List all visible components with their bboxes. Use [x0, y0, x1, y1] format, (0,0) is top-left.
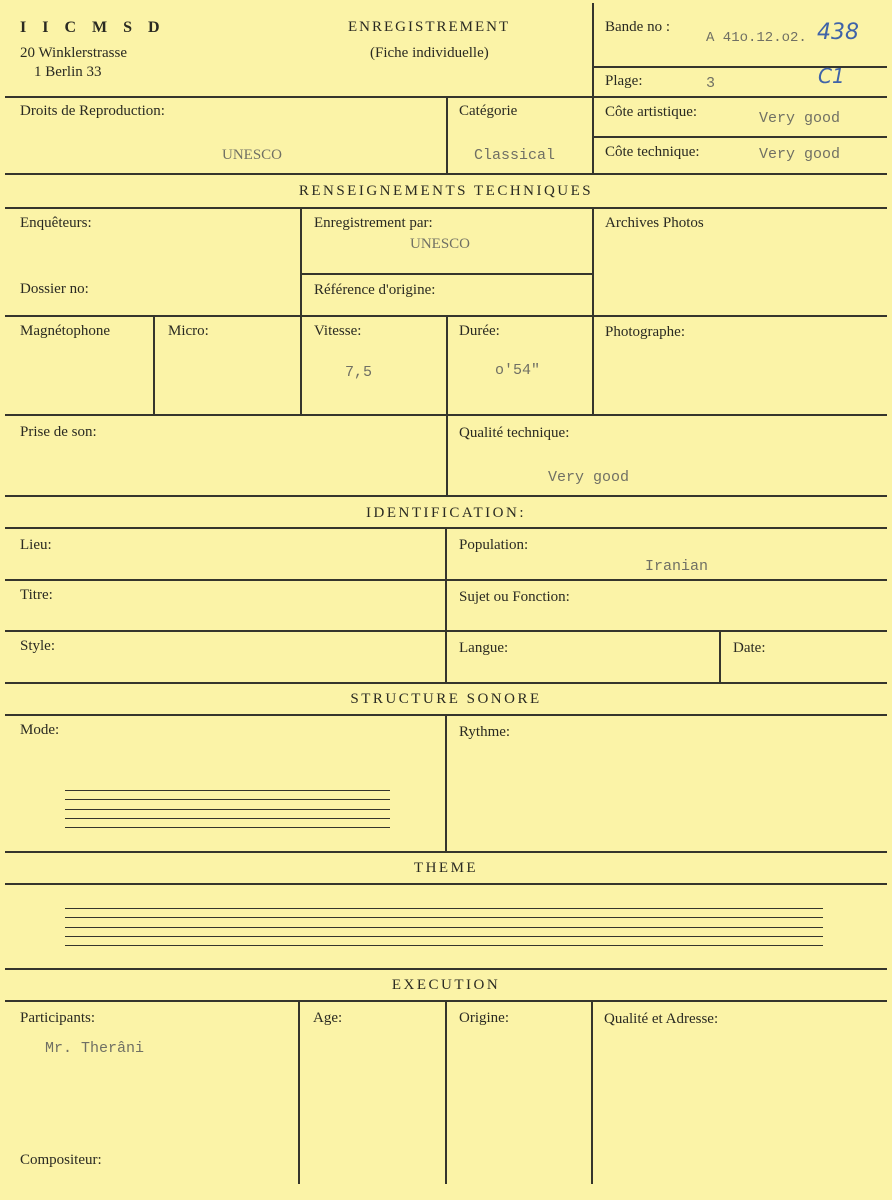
duree-label: Durée:	[459, 323, 500, 339]
rule-theme-bottom	[5, 968, 887, 970]
duree-value: o'54"	[495, 362, 541, 379]
rule-cote-mid	[592, 136, 887, 138]
dossier-label: Dossier no:	[20, 281, 89, 297]
population-label: Population:	[459, 537, 529, 553]
bande-handwritten: 438	[817, 20, 859, 45]
rule-micro-left	[153, 315, 155, 414]
langue-label: Langue:	[459, 640, 509, 656]
magnetophone-label: Magnétophone	[20, 323, 110, 339]
org-logo: I I C M S D	[20, 19, 166, 36]
rule-tech-col4	[592, 207, 594, 414]
rule-origine-left	[445, 1000, 447, 1184]
qualite-technique-label: Qualité technique:	[459, 425, 570, 441]
prise-de-son-label: Prise de son:	[20, 424, 97, 440]
date-label: Date:	[733, 640, 766, 656]
rule-duree-left	[446, 315, 448, 414]
rule-ident-mid	[445, 527, 447, 682]
rule-tech-title-bottom	[5, 207, 887, 209]
plage-label: Plage:	[605, 73, 643, 89]
plage-value: 3	[706, 75, 716, 92]
rule-categorie-left	[446, 96, 448, 173]
vitesse-value: 7,5	[345, 364, 373, 381]
mode-writing-line	[65, 818, 390, 819]
bande-value: A 41o.12.o2.	[706, 30, 807, 46]
theme-writing-line	[65, 927, 823, 928]
participants-label: Participants:	[20, 1010, 95, 1026]
rule-rythme-left	[445, 714, 447, 851]
rythme-label: Rythme:	[459, 724, 511, 740]
titre-label: Titre:	[20, 587, 53, 603]
sujet-fonction-label: Sujet ou Fonction:	[459, 589, 570, 605]
rule-rights-bottom	[5, 173, 887, 175]
section-title-theme: THEME	[413, 860, 479, 876]
form-title: ENREGISTREMENT	[348, 19, 511, 35]
micro-label: Micro:	[168, 323, 209, 339]
droits-value: UNESCO	[222, 147, 283, 163]
categorie-value: Classical	[474, 147, 556, 164]
bande-label: Bande no :	[605, 19, 670, 35]
mode-writing-line	[65, 809, 390, 810]
mode-writing-line	[65, 799, 390, 800]
cote-artistique-label: Côte artistique:	[605, 104, 698, 120]
theme-writing-line	[65, 917, 823, 918]
participants-value: Mr. Therâni	[45, 1040, 145, 1057]
enqueteurs-label: Enquêteurs:	[20, 215, 92, 231]
theme-writing-line	[65, 908, 823, 909]
origine-label: Origine:	[459, 1010, 509, 1026]
mode-label: Mode:	[20, 722, 60, 738]
photographe-label: Photographe:	[605, 324, 685, 340]
section-title-structure: STRUCTURE SONORE	[350, 691, 542, 707]
rule-style-bottom	[5, 682, 887, 684]
rule-tech-col2	[300, 207, 302, 414]
droits-label: Droits de Reproduction:	[20, 103, 165, 119]
form-subtitle: (Fiche individuelle)	[370, 45, 489, 61]
rule-enreg-mid	[300, 273, 592, 275]
section-title-execution: EXECUTION	[391, 977, 501, 993]
enregistrement-par-label: Enregistrement par:	[314, 215, 433, 231]
cote-technique-label: Côte technique:	[605, 144, 700, 160]
plage-handwritten: C1	[818, 64, 845, 88]
mode-writing-line	[65, 827, 390, 828]
theme-writing-line	[65, 936, 823, 937]
rule-theme-title-bottom	[5, 883, 887, 885]
rule-structure-bottom	[5, 851, 887, 853]
mode-writing-line	[65, 790, 390, 791]
style-label: Style:	[20, 638, 56, 654]
categorie-label: Catégorie	[459, 103, 518, 119]
rule-qualite-adresse-left	[591, 1000, 593, 1184]
compositeur-label: Compositeur:	[20, 1152, 102, 1168]
qualite-adresse-label: Qualité et Adresse:	[604, 1011, 719, 1027]
rule-header-right-col	[592, 3, 594, 173]
rule-date-left	[719, 630, 721, 682]
reference-origine-label: Référence d'origine:	[314, 282, 436, 298]
population-value: Iranian	[645, 558, 709, 575]
org-address-line2: 1 Berlin 33	[34, 64, 102, 80]
rule-tech-row3-bottom	[5, 495, 887, 497]
org-address-line1: 20 Winklerstrasse	[20, 45, 128, 61]
theme-writing-line	[65, 945, 823, 946]
vitesse-label: Vitesse:	[314, 323, 362, 339]
enregistrement-par-value: UNESCO	[410, 236, 471, 252]
qualite-technique-value: Very good	[548, 469, 630, 486]
cote-artistique-value: Very good	[759, 110, 841, 127]
lieu-label: Lieu:	[20, 537, 52, 553]
section-title-technical: RENSEIGNEMENTS TECHNIQUES	[298, 183, 594, 199]
section-title-identification: IDENTIFICATION:	[366, 505, 526, 521]
rule-qualite-left	[446, 414, 448, 495]
age-label: Age:	[313, 1010, 343, 1026]
cote-technique-value: Very good	[759, 146, 841, 163]
archives-photos-label: Archives Photos	[605, 215, 704, 231]
rule-age-left	[298, 1000, 300, 1184]
